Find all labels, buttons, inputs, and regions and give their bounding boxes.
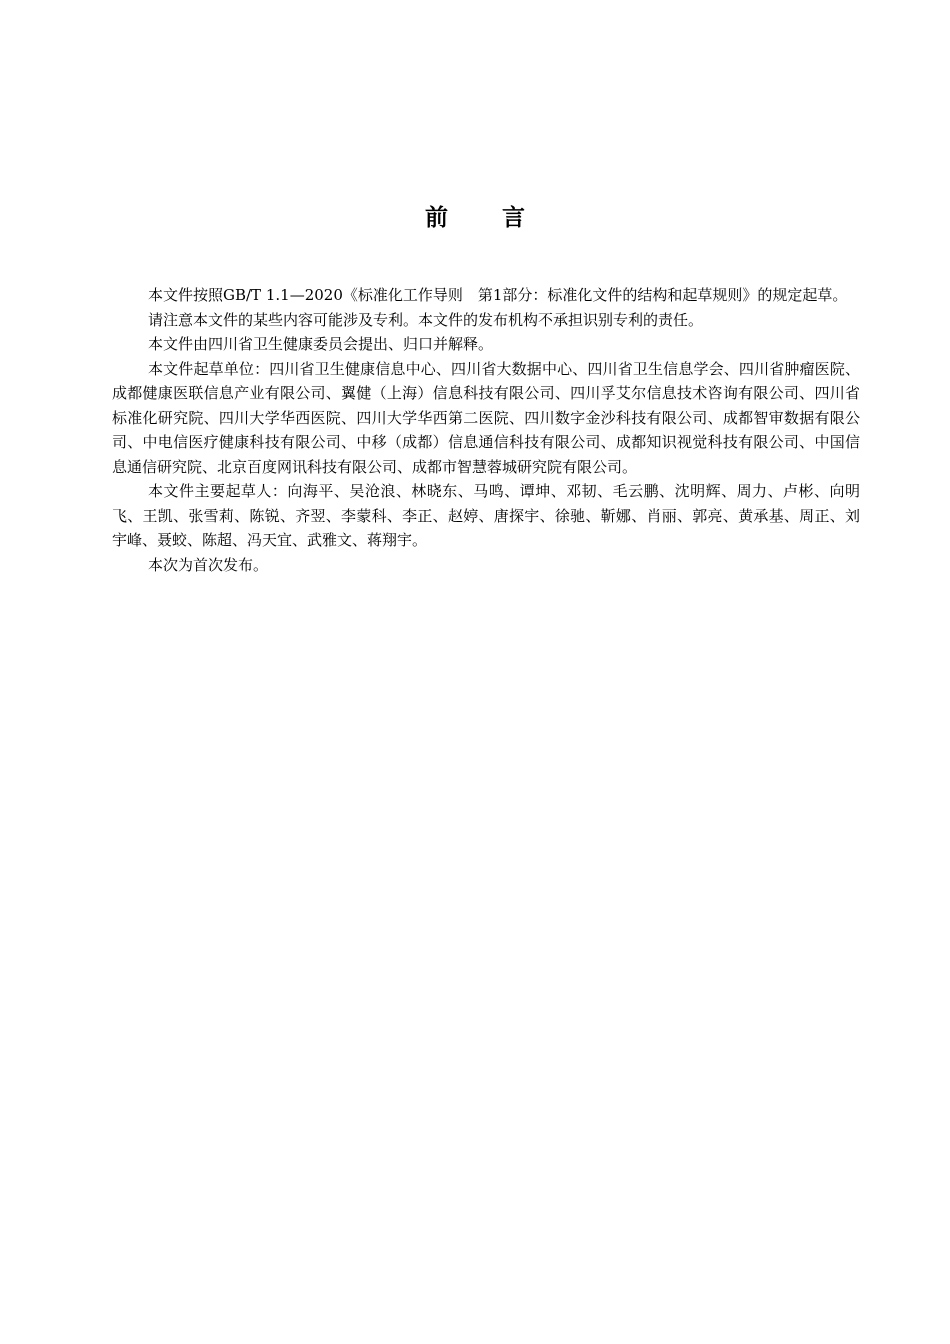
paragraph-first-release: 本次为首次发布。 bbox=[148, 555, 269, 574]
page-title bbox=[0, 202, 950, 234]
foreword-body bbox=[112, 283, 860, 577]
title-char-1: 前 bbox=[425, 205, 448, 231]
paragraph-drafters: 本文件主要起草人：向海平、吴沧浪、林晓东、马鸣、谭坤、邓韧、毛云鹏、沈明辉、周力、卢彬、向明飞、王凯、张雪莉、陈锐、齐翌、李蒙科、李正、赵婷、唐探宇、徐驰、靳娜、肖丽、郭亮、黄承基、周正、刘宇峰、聂蛟、陈超、冯天宜、武雅文、蒋翔宇。 bbox=[112, 482, 860, 549]
title-char-2: 言 bbox=[502, 205, 525, 231]
paragraph-drafting-rules: 本文件按照GB/T 1.1—2020《标准化工作导则 第1部分：标准化文件的结构和起草规则》的规定起草。 bbox=[148, 286, 848, 304]
paragraph-drafting-units: 本文件起草单位：四川省卫生健康信息中心、四川省大数据中心、四川省卫生信息学会、四川省肿瘤医院、成都健康医联信息产业有限公司、翼健（上海）信息科技有限公司、四川孚艾尔信息技术咨询有限公司、四川省标准化研究院、四川大学华西医院、四川大学华西第二医院、四川数字金沙科技有限公司、成都智审数据有限公司、中电信医疗健康科技有限公司、中移（成都）信息通信科技有限公司、成都知识视觉科技有限公司、中国信息通信研究院、北京百度网讯科技有限公司、成都市智慧蓉城研究院有限公司。 bbox=[112, 359, 860, 476]
paragraph-proposer: 本文件由四川省卫生健康委员会提出、归口并解释。 bbox=[148, 335, 494, 353]
paragraph-patent-notice: 请注意本文件的某些内容可能涉及专利。本文件的发布机构不承担识别专利的责任。 bbox=[148, 310, 704, 329]
